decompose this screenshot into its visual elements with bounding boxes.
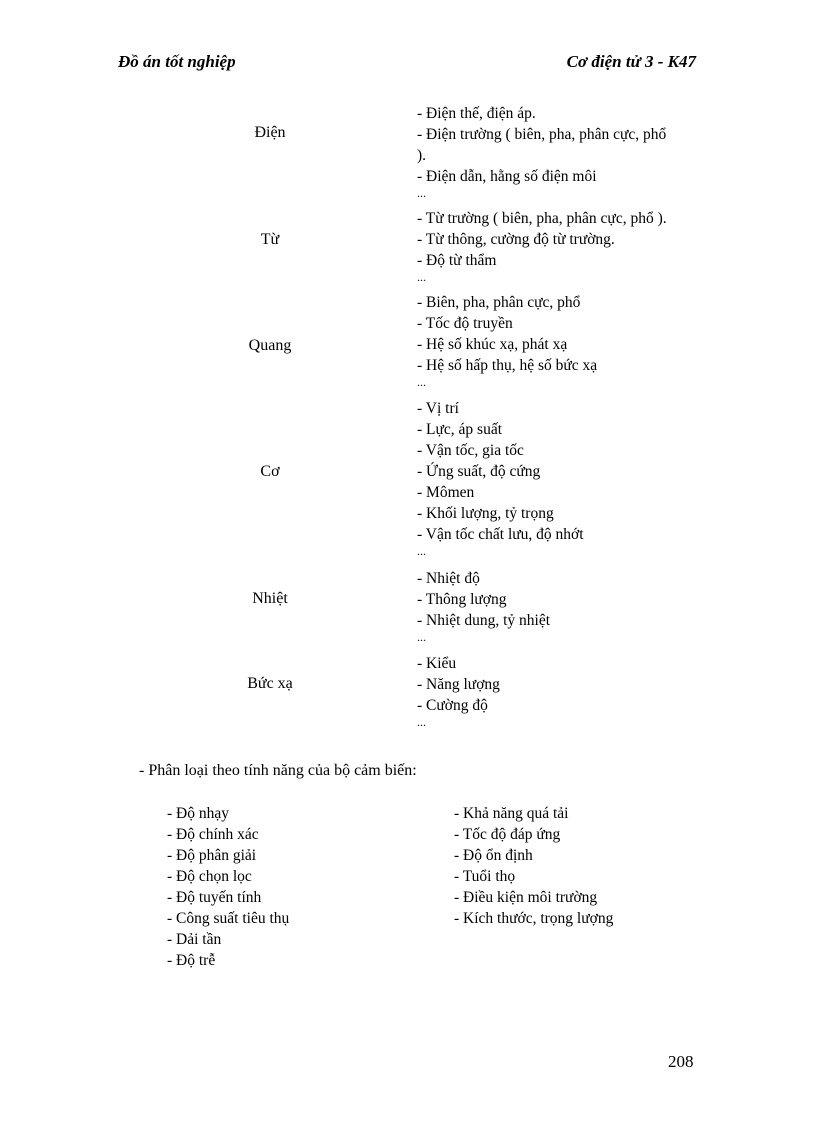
property-item: - Nhiệt độ [417,570,480,587]
property-item: - Nhiệt dung, tỷ nhiệt [417,612,551,629]
ellipsis: ... [417,186,426,200]
feature-item: - Độ chọn lọc [167,868,252,885]
property-item: - Khối lượng, tỷ trọng [417,505,554,522]
feature-item: - Điều kiện môi trường [454,889,598,906]
page-number: 208 [668,1052,694,1071]
property-list [417,208,717,283]
property-item: - Từ thông, cường độ từ trường. [417,231,615,248]
property-item: - Điện dẫn, hằng số điện môi [417,168,597,185]
feature-item: - Tốc độ đáp ứng [454,826,561,843]
feature-item: - Độ trễ [167,952,216,969]
property-list [417,653,717,728]
category-label: Nhiệt [252,590,288,607]
feature-item: - Công suất tiêu thụ [167,910,290,927]
feature-item: - Kích thước, trọng lượng [454,910,614,927]
category-label: Điện [254,124,286,141]
feature-list-right [454,803,613,929]
property-list [417,292,717,388]
property-item: - Thông lượng [417,591,507,608]
feature-item: - Độ ổn định [454,847,533,864]
header-thesis-title: Đồ án tốt nghiệp [118,52,236,71]
ellipsis: ... [417,630,426,644]
property-item: - Vận tốc chất lưu, độ nhớt [417,526,584,543]
feature-list-left [167,803,289,971]
property-item: - Hệ số hấp thụ, hệ số bức xạ [417,357,598,374]
property-item: - Vị trí [417,400,459,417]
property-list [417,398,717,557]
property-item: - Mômen [417,484,475,501]
property-item: - Năng lượng [417,676,500,693]
feature-item: - Độ chính xác [167,826,259,843]
header-course-label: Cơ điện tử 3 - K47 [566,52,696,71]
property-item: - Lực, áp suất [417,421,503,438]
feature-item: - Dải tần [167,931,222,948]
feature-section-title: - Phân loại theo tính năng của bộ cảm biến: [139,762,417,779]
property-item: - Điện trường ( biên, pha, phân cực, phổ [417,126,667,143]
ellipsis: ... [417,715,426,729]
property-item: - Tốc độ truyền [417,315,513,332]
property-list [417,568,717,643]
property-item: - Độ từ thẩm [417,252,497,269]
category-label: Bức xạ [247,675,293,692]
property-item: - Điện thế, điện áp. [417,105,536,122]
category-label: Quang [248,337,292,354]
feature-item: - Độ nhạy [167,805,229,822]
property-item: - Kiểu [417,655,457,672]
page-header [118,52,696,74]
ellipsis: ... [417,270,426,284]
property-item: - Cường độ [417,697,488,714]
category-label: Cơ [260,463,280,480]
property-item: - Hệ số khúc xạ, phát xạ [417,336,568,353]
property-item: ). [417,147,427,164]
property-item: - Từ trường ( biên, pha, phân cực, phổ ). [417,210,667,227]
feature-item: - Độ tuyến tính [167,889,262,906]
property-item: - Biên, pha, phân cực, phổ [417,294,581,311]
property-list [417,103,717,199]
feature-item: - Tuổi thọ [454,868,516,885]
property-item: - Ứng suất, độ cứng [417,463,541,480]
category-label: Từ [260,231,280,248]
property-item: - Vận tốc, gia tốc [417,442,524,459]
feature-item: - Độ phân giải [167,847,257,864]
ellipsis: ... [417,375,426,389]
ellipsis: ... [417,544,426,558]
feature-item: - Khả năng quá tải [454,805,569,822]
